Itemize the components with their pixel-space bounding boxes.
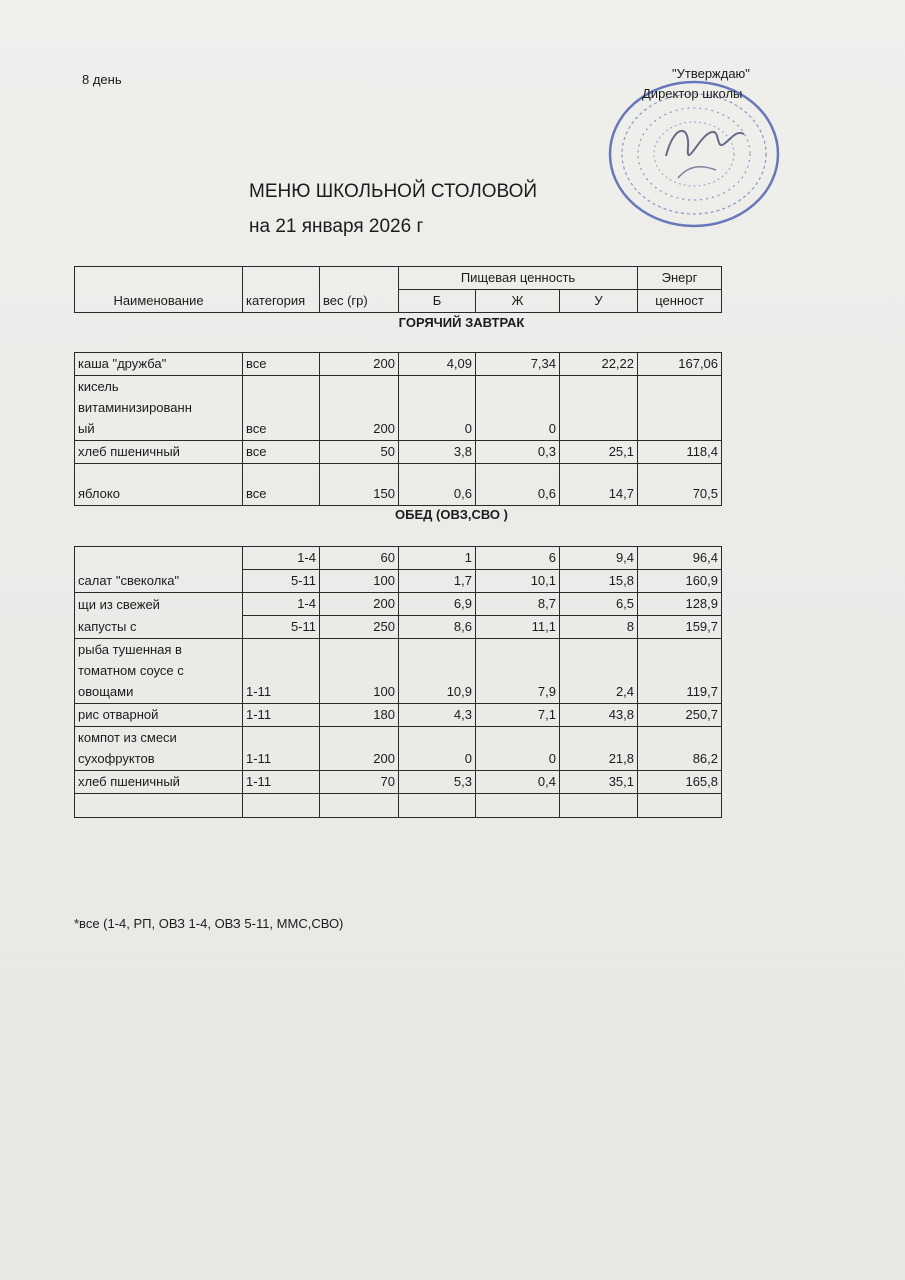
table-row-empty [75,794,722,818]
table-row [75,463,722,505]
dish-weight: 150 [320,463,399,505]
dish-carbs: 8 [560,616,638,639]
dish-protein: 1,7 [399,570,476,593]
dish-weight: 100 [320,570,399,593]
dish-category: 5-11 [243,570,320,593]
dish-energy: 159,7 [638,616,722,639]
dish-category: 1-4 [243,593,320,616]
dish-protein: 8,6 [399,616,476,639]
dish-fat: 0,4 [476,771,560,794]
col-energy-header-2: ценност [638,290,722,313]
dish-energy: 128,9 [638,593,722,616]
dish-energy: 167,06 [638,352,722,375]
dish-category: все [243,440,320,463]
dish-weight: 60 [320,547,399,570]
menu-table [74,266,722,818]
dish-category: все [243,352,320,375]
dish-carbs [560,375,638,440]
dish-weight: 200 [320,727,399,771]
dish-fat: 0,6 [476,463,560,505]
dish-name: яблоко [75,463,243,505]
dish-weight: 70 [320,771,399,794]
table-row [75,440,722,463]
dish-weight: 100 [320,639,399,704]
col-u-header: У [560,290,638,313]
dish-category: 1-11 [243,639,320,704]
gap-row [75,334,722,352]
dish-name-line: овощами [78,684,134,699]
dish-weight: 50 [320,440,399,463]
table-row [75,771,722,794]
dish-weight: 180 [320,704,399,727]
table-row [75,375,722,440]
table-row [75,727,722,771]
dish-fat: 6 [476,547,560,570]
dish-name-line: витаминизированн [78,399,192,415]
dish-name [75,727,243,771]
dish-category: 1-4 [243,547,320,570]
dish-name: рис отварной [75,704,243,727]
dish-carbs: 22,22 [560,352,638,375]
dish-protein: 0 [399,727,476,771]
breakfast-title: ГОРЯЧИЙ ЗАВТРАК [398,315,525,330]
dish-energy [638,375,722,440]
header-row-1 [75,267,722,290]
dish-category: 5-11 [243,616,320,639]
dish-energy: 250,7 [638,704,722,727]
dish-energy: 86,2 [638,727,722,771]
footnote: *все (1-4, РП, ОВЗ 1-4, ОВЗ 5-11, ММС,СВО) [74,916,344,931]
gap-row [75,525,722,547]
dish-protein: 4,09 [399,352,476,375]
dish-weight: 200 [320,593,399,616]
dish-fat: 7,9 [476,639,560,704]
page-date: на 21 января 2026 г [249,216,424,237]
col-energy-header-1: Энерг [638,267,722,290]
dish-name: хлеб пшеничный [75,440,243,463]
dish-protein: 5,3 [399,771,476,794]
dish-weight: 200 [320,375,399,440]
dish-fat: 8,7 [476,593,560,616]
table-row [75,704,722,727]
dish-energy: 96,4 [638,547,722,570]
dish-name: капусты с [75,616,243,639]
dish-weight: 250 [320,616,399,639]
dish-carbs: 15,8 [560,570,638,593]
dish-category: все [243,375,320,440]
dish-energy: 165,8 [638,771,722,794]
dish-name [75,639,243,704]
dish-protein: 1 [399,547,476,570]
dish-name-line: компот из смеси [78,730,177,745]
dish-category: 1-11 [243,727,320,771]
table-row [75,639,722,704]
section-breakfast [75,313,722,335]
section-lunch [75,505,722,525]
dish-name-line: томатном соусе с [78,663,184,678]
dish-carbs: 2,4 [560,639,638,704]
dish-carbs: 14,7 [560,463,638,505]
col-name-header: Наименование [75,267,243,313]
dish-fat: 7,1 [476,704,560,727]
dish-carbs: 25,1 [560,440,638,463]
dish-protein: 0 [399,375,476,440]
dish-name-line: кисель [78,378,119,394]
dish-name-line: ый [78,420,95,436]
dish-carbs: 9,4 [560,547,638,570]
dish-category: 1-11 [243,704,320,727]
dish-protein: 4,3 [399,704,476,727]
dish-protein: 10,9 [399,639,476,704]
dish-category: 1-11 [243,771,320,794]
dish-name: щи из свежей [75,593,243,616]
dish-name [75,375,243,440]
dish-name-line: рыба тушенная в [78,642,182,657]
dish-name: салат "свеколка" [75,547,243,593]
dish-carbs: 21,8 [560,727,638,771]
dish-protein: 3,8 [399,440,476,463]
dish-category: все [243,463,320,505]
dish-energy: 118,4 [638,440,722,463]
dish-fat: 0 [476,727,560,771]
col-weight-header: вес (гр) [320,267,399,313]
dish-carbs: 35,1 [560,771,638,794]
page-title: МЕНЮ ШКОЛЬНОЙ СТОЛОВОЙ [249,181,538,202]
table-row [75,352,722,375]
lunch-title: ОБЕД (ОВЗ,СВО ) [395,506,508,522]
col-category-header: категория [243,267,320,313]
dish-name: хлеб пшеничный [75,771,243,794]
dish-protein: 0,6 [399,463,476,505]
dish-carbs: 43,8 [560,704,638,727]
dish-weight: 200 [320,352,399,375]
dish-energy: 160,9 [638,570,722,593]
dish-fat: 11,1 [476,616,560,639]
approve-label: "Утверждаю" [672,66,750,81]
table-row [75,547,722,570]
col-nutrition-header: Пищевая ценность [399,267,638,290]
dish-energy: 119,7 [638,639,722,704]
dish-fat: 0,3 [476,440,560,463]
dish-carbs: 6,5 [560,593,638,616]
table-row [75,593,722,616]
approve-role: Директор школы [642,86,743,101]
dish-protein: 6,9 [399,593,476,616]
day-label: 8 день [82,72,122,87]
dish-fat: 7,34 [476,352,560,375]
dish-fat: 10,1 [476,570,560,593]
dish-name: каша "дружба" [75,352,243,375]
dish-energy: 70,5 [638,463,722,505]
dish-fat: 0 [476,375,560,440]
col-b-header: Б [399,290,476,313]
col-zh-header: Ж [476,290,560,313]
table-row [75,616,722,639]
dish-name-line: сухофруктов [78,751,155,766]
